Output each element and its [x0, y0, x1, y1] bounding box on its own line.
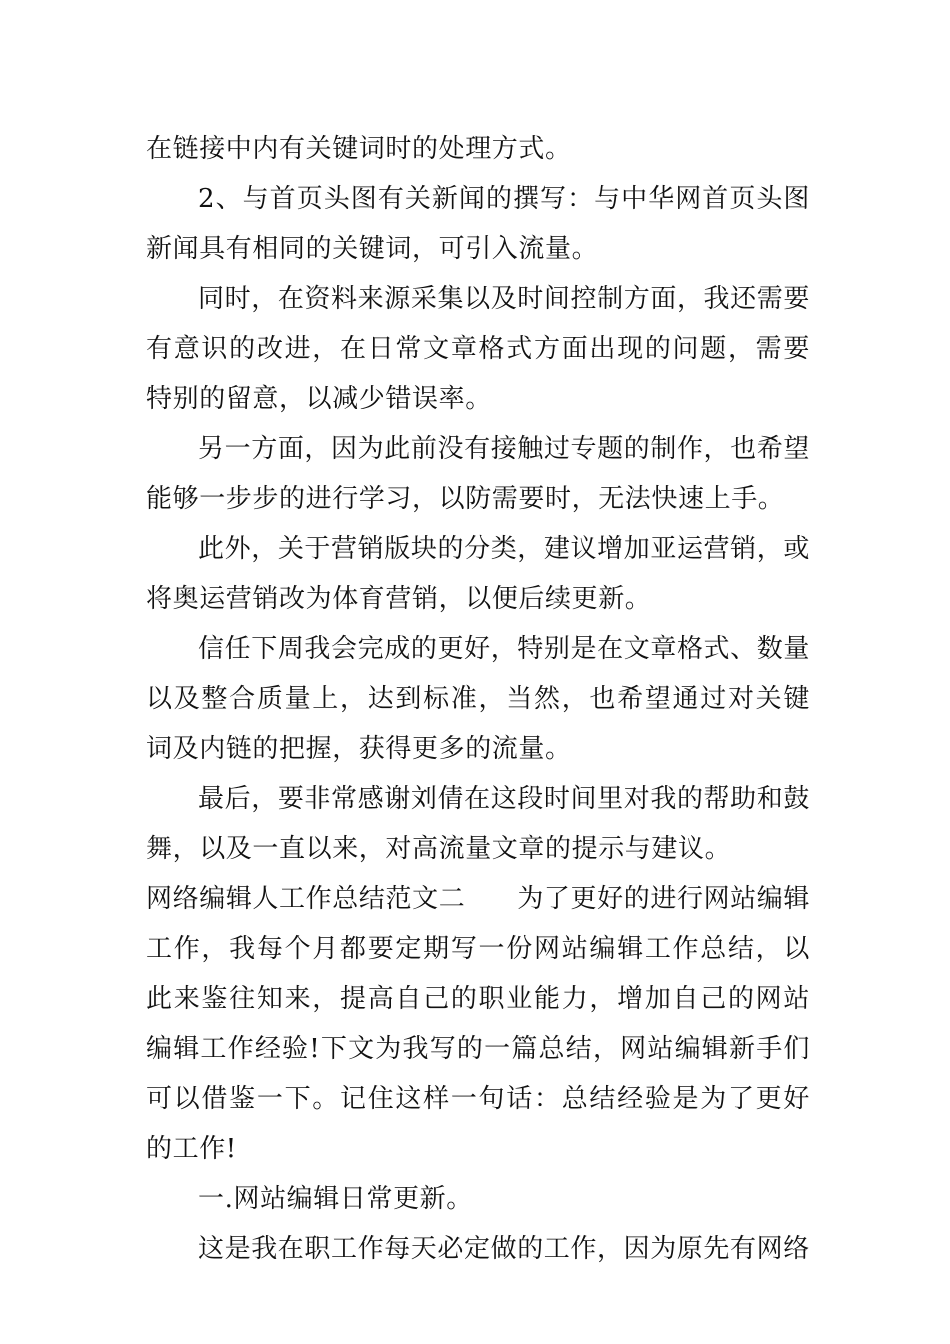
last-paragraph: 这是我在职工作每天必定做的工作，因为原先有网络 [198, 1234, 810, 1264]
document-page [146, 124, 810, 1274]
paragraph-7: 最后，要非常感谢刘倩在这段时间里对我的帮助和鼓舞，以及一直以来，对高流量文章的提示与建议。 [146, 784, 810, 864]
paragraph-4: 另一方面，因为此前没有接触过专题的制作，也希望能够一步步的进行学习，以防需要时，无法快速上手。 [146, 434, 810, 514]
section-intro: 为了更好的进行网站编辑工作，我每个月都要定期写一份网站编辑工作总结，以此来鉴往知来，提高自己的职业能力，增加自己的网站编辑工作经验!下文为我写的一篇总结，网站编辑新手们可以借鉴一下。记住这样一句话：总结经验是为了更好的工作! [146, 884, 811, 1164]
subheading: 一.网站编辑日常更新。 [198, 1184, 473, 1214]
paragraph-2: 2、与首页头图有关新闻的撰写：与中华网首页头图新闻具有相同的关键词，可引入流量。 [146, 184, 810, 264]
section-title: 网络编辑人工作总结范文二 [146, 884, 466, 914]
paragraph-6: 信任下周我会完成的更好，特别是在文章格式、数量以及整合质量上，达到标准，当然，也希望通过对关键词及内链的把握，获得更多的流量。 [146, 634, 810, 764]
paragraph-5: 此外，关于营销版块的分类，建议增加亚运营销，或将奥运营销改为体育营销，以便后续更新。 [146, 534, 810, 614]
section-paragraph [146, 874, 810, 1174]
paragraph-1: 在链接中内有关键词时的处理方式。 [146, 134, 572, 164]
paragraph-3: 同时，在资料来源采集以及时间控制方面，我还需要有意识的改进，在日常文章格式方面出现的问题，需要特别的留意，以减少错误率。 [146, 284, 810, 414]
